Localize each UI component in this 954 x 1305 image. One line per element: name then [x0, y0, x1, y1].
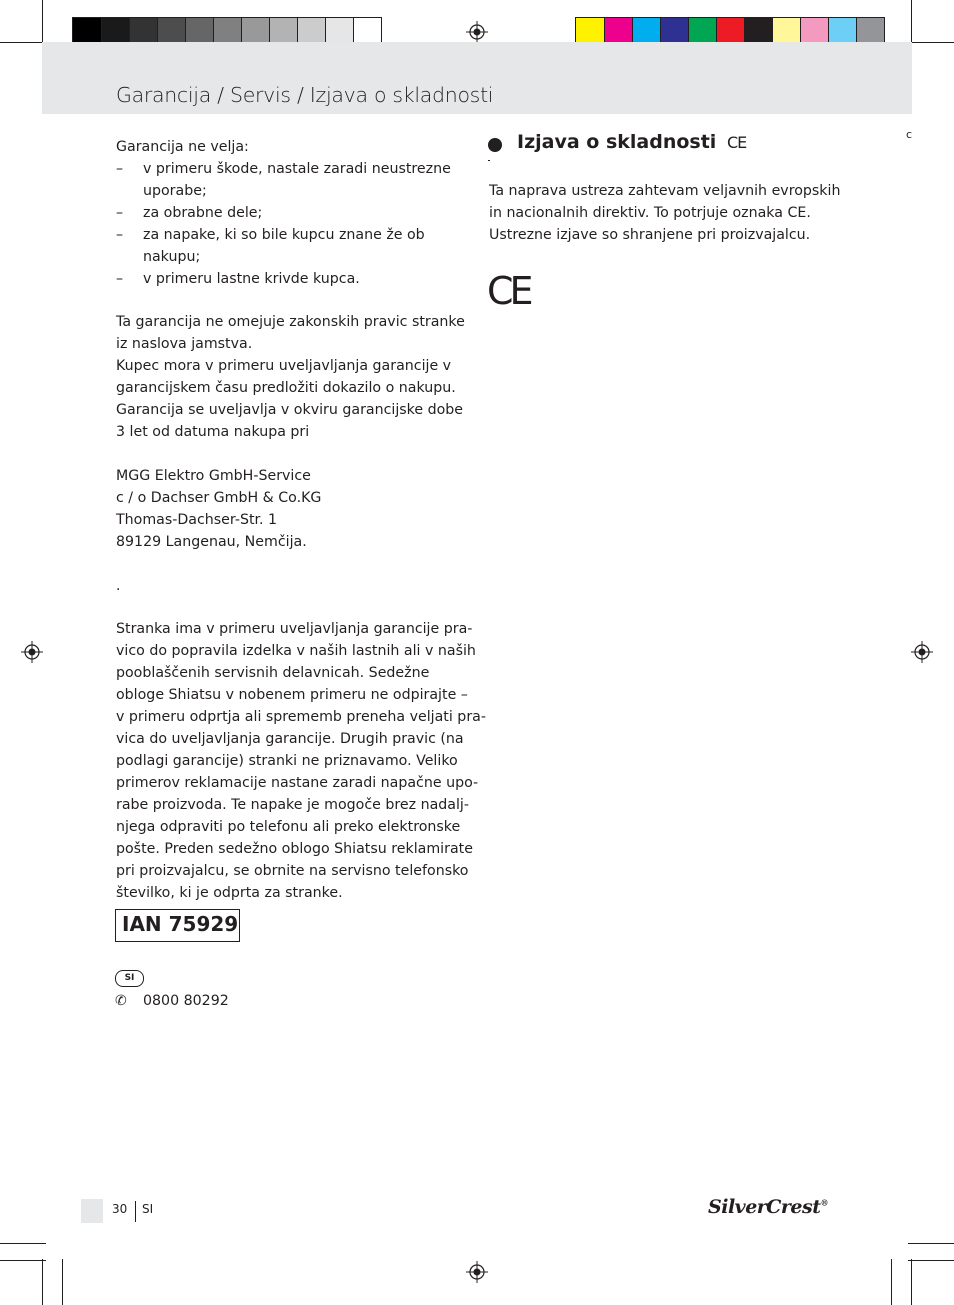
brand-logo — [708, 1196, 828, 1218]
list-item-line: uporabe; — [143, 183, 207, 199]
paragraph-line: v primeru odprtja ali sprememb preneha veljati pra- — [116, 709, 486, 725]
separator-dot: . — [116, 578, 121, 594]
paragraph-line: njega odpraviti po telefonu ali preko elektronske — [116, 819, 461, 835]
footer-divider — [135, 1201, 136, 1222]
list-item-line: v primeru škode, nastale zaradi neustrezne — [143, 161, 451, 177]
ian-label: IAN 75929 — [122, 912, 239, 936]
paragraph-line: Ta naprava ustreza zahtevam veljavnih evropskih — [489, 183, 841, 199]
registration-mark-icon — [911, 641, 933, 663]
list-item-line: za napake, ki so bile kupcu znane že ob — [143, 227, 425, 243]
list-dash: – — [116, 227, 124, 243]
paragraph-line: in nacionalnih direktiv. To potrjuje oznaka CE. — [489, 205, 811, 221]
phone-number: 0800 80292 — [143, 993, 229, 1009]
crop-mark — [0, 1260, 46, 1261]
list-item-line: za obrabne dele; — [143, 205, 263, 221]
paragraph-line: vica do uveljavljanja garancije. Drugih pravic (na — [116, 731, 464, 747]
section-heading — [488, 130, 747, 161]
crop-mark — [908, 1260, 954, 1261]
registration-mark-icon — [466, 21, 488, 43]
list-dash: – — [116, 271, 124, 287]
exclusions-heading: Garancija ne velja: — [116, 139, 249, 155]
paragraph-line: obloge Shiatsu v nobenem primeru ne odpirajte – — [116, 687, 468, 703]
paragraph-line: Kupec mora v primeru uveljavljanja garancije v — [116, 358, 452, 374]
paragraph-line: Ta garancija ne omejuje zakonskih pravic stranke — [116, 314, 465, 330]
page-number: 30 — [112, 1202, 128, 1216]
crop-mark — [911, 1259, 912, 1305]
address-line: 89129 Langenau, Nemčija. — [116, 534, 307, 550]
footer-box — [81, 1199, 103, 1223]
crop-mark — [891, 1259, 892, 1305]
paragraph-line: 3 let od datuma nakupa pri — [116, 424, 310, 440]
paragraph-line: vico do popravila izdelka v naših lastnih ali v naših — [116, 643, 476, 659]
paragraph-line: številko, ki je odprta za stranke. — [116, 885, 343, 901]
paragraph-line: Ustrezne izjave so shranjene pri proizvajalcu. — [489, 227, 811, 243]
crop-mark — [62, 1259, 63, 1305]
paragraph-line: rabe proizvoda. Te napake je mogoče brez nadalj- — [116, 797, 469, 813]
paragraph-line: pošte. Preden sedežno oblogo Shiatsu reklamirate — [116, 841, 473, 857]
crop-mark — [42, 1259, 43, 1305]
list-dash: – — [116, 161, 124, 177]
brand-mark: ® — [820, 1197, 828, 1208]
crop-mark — [908, 42, 954, 43]
ce-mark-icon: CE — [487, 269, 530, 313]
section-title-text: Izjava o skladnosti — [517, 131, 717, 153]
country-badge: SI — [115, 970, 144, 987]
list-item-line: v primeru lastne krivde kupca. — [143, 271, 360, 287]
crop-mark — [911, 0, 912, 46]
footer-language: SI — [142, 1202, 154, 1216]
margin-mark: c — [906, 128, 913, 141]
paragraph-line: Stranka ima v primeru uveljavljanja garancije pra- — [116, 621, 473, 637]
ian-box — [115, 909, 240, 942]
section-title — [517, 131, 746, 153]
crop-mark — [0, 1243, 46, 1244]
paragraph-line: garancijskem času predložiti dokazilo o nakupu. — [116, 380, 456, 396]
ce-mark-small: CE — [726, 133, 747, 152]
paragraph-line: pri proizvajalcu, se obrnite na servisno telefonsko — [116, 863, 469, 879]
bullet-icon — [488, 138, 502, 152]
crop-mark — [0, 42, 46, 43]
address-line: c / o Dachser GmbH & Co.KG — [116, 490, 322, 506]
address-line: Thomas-Dachser-Str. 1 — [116, 512, 278, 528]
registration-mark-icon — [21, 641, 43, 663]
list-item-line: nakupu; — [143, 249, 201, 265]
paragraph-line: iz naslova jamstva. — [116, 336, 253, 352]
address-line: MGG Elektro GmbH-Service — [116, 468, 311, 484]
phone-icon: ✆ — [115, 993, 127, 1009]
paragraph-line: Garancija se uveljavlja v okviru garancijske dobe — [116, 402, 464, 418]
registration-mark-icon — [466, 1261, 488, 1283]
page-title: Garancija / Servis / Izjava o skladnosti — [116, 83, 494, 107]
list-dash: – — [116, 205, 124, 221]
paragraph-line: podlagi garancije) stranki ne priznavamo. Veliko — [116, 753, 458, 769]
paragraph-line: primerov reklamacije nastane zaradi napačne upo- — [116, 775, 479, 791]
paragraph-line: pooblaščenih servisnih delavnicah. Sedežne — [116, 665, 430, 681]
brand-name: SilverCrest — [708, 1196, 821, 1218]
crop-mark — [42, 0, 43, 46]
crop-mark — [908, 1243, 954, 1244]
